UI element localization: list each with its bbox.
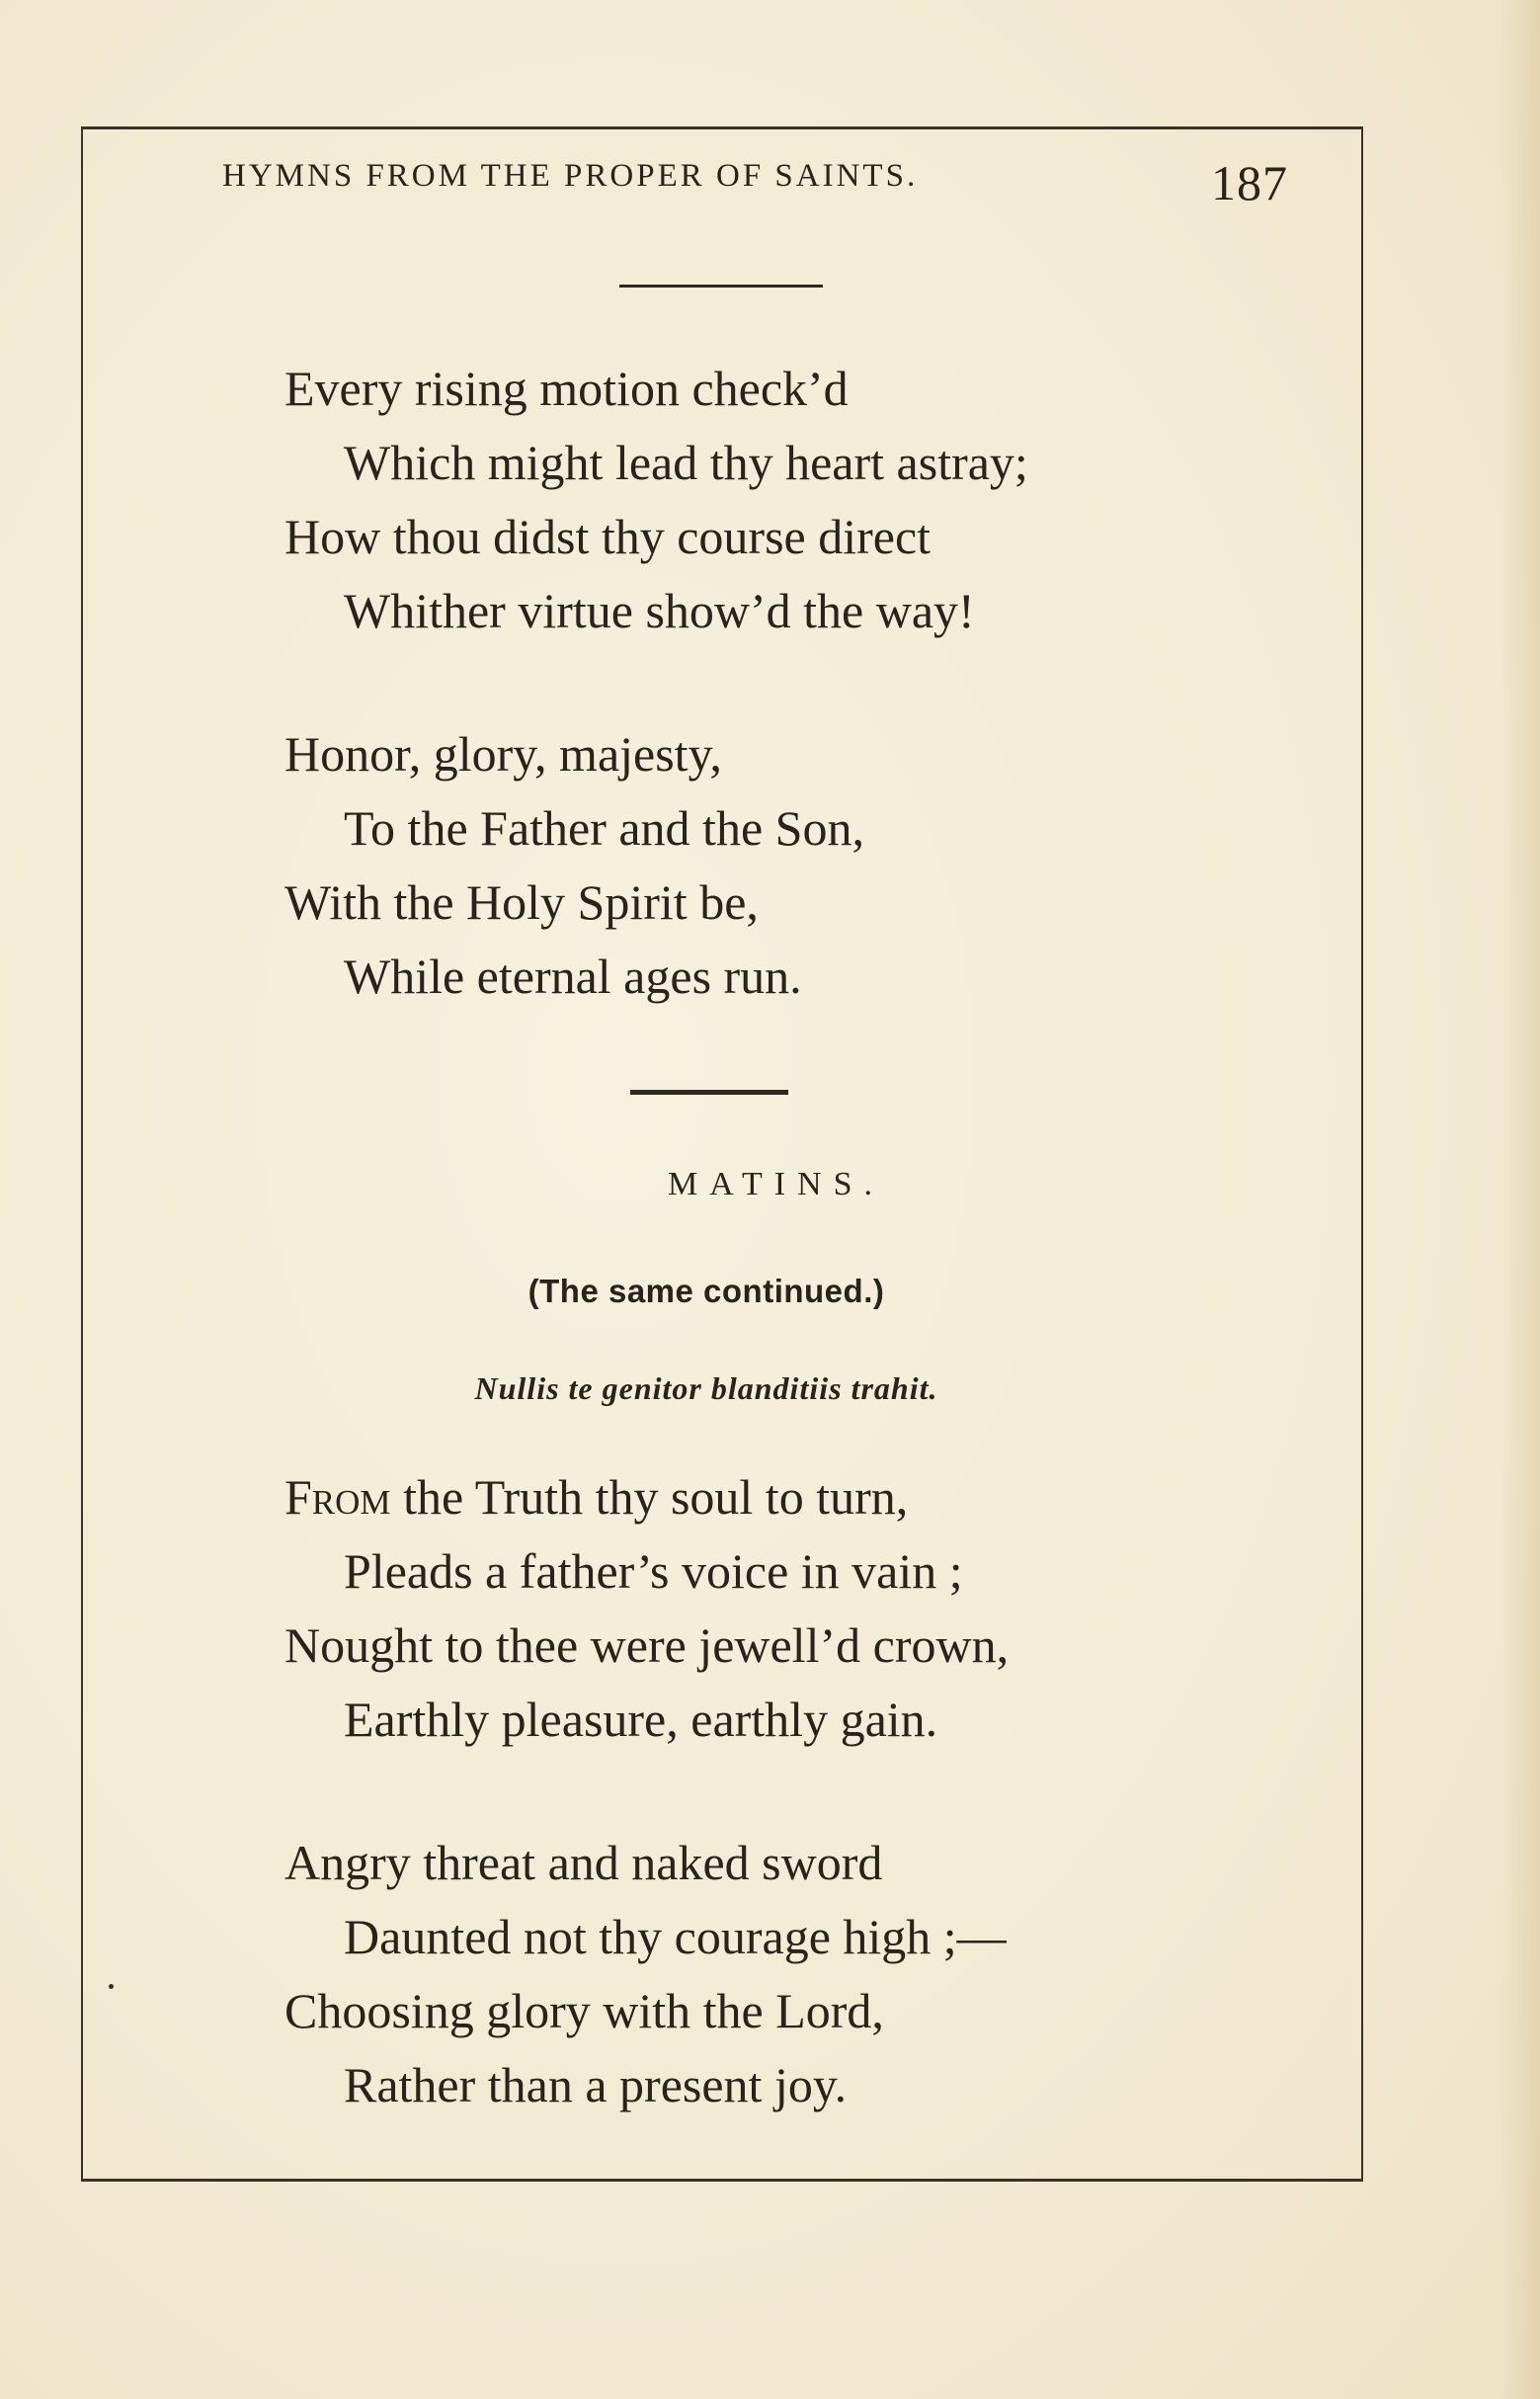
ink-speck: [109, 1984, 114, 1989]
verse-line: Which might lead thy heart astray;: [344, 435, 1028, 490]
verse-line: Nought to thee were jewell’d crown,: [284, 1617, 1010, 1673]
verse-line: With the Holy Spirit be,: [284, 874, 759, 930]
latin-incipit: Nullis te genitor blanditiis trahit.: [474, 1370, 938, 1406]
section-subtitle: (The same continued.): [527, 1273, 885, 1309]
verse-line: To the Father and the Son,: [344, 800, 864, 856]
stanza-3: [284, 1460, 1009, 1757]
verse-line: While eternal ages run.: [344, 949, 802, 1004]
verse-line: Pleads a father’s voice in vain ;: [344, 1543, 963, 1599]
verse-line: Daunted not thy courage high ;—: [344, 1909, 1007, 1964]
stanza-4: [284, 1826, 1007, 2122]
first-line-rest: the Truth thy soul to turn,: [390, 1469, 909, 1525]
stanza-1: [284, 352, 1028, 648]
verse-line: How thou didst thy course direct: [284, 509, 932, 564]
ornamental-rule-top: [619, 285, 823, 288]
verse-line: Earthly pleasure, earthly gain.: [344, 1692, 938, 1747]
verse-line: Rather than a present joy.: [344, 2057, 848, 2112]
section-title-text: MATINS.: [667, 1166, 885, 1202]
running-head: HYMNS FROM THE PROPER OF SAINTS.: [222, 158, 919, 194]
verse-line: Whither virtue show’d the way!: [344, 583, 975, 638]
verse-line: Angry threat and naked sword: [284, 1835, 883, 1890]
verse-line: Choosing glory with the Lord,: [284, 1983, 884, 2038]
verse-line-first: [284, 1460, 1009, 1534]
initial-word: From: [284, 1469, 391, 1525]
page-number: 187: [1211, 155, 1288, 210]
stanza-2: [284, 717, 864, 1014]
verse-line: Every rising motion check’d: [284, 361, 849, 416]
section-divider-rule: [630, 1090, 788, 1095]
verse-line: Honor, glory, majesty,: [284, 726, 722, 782]
section-title: [0, 1166, 1540, 1203]
